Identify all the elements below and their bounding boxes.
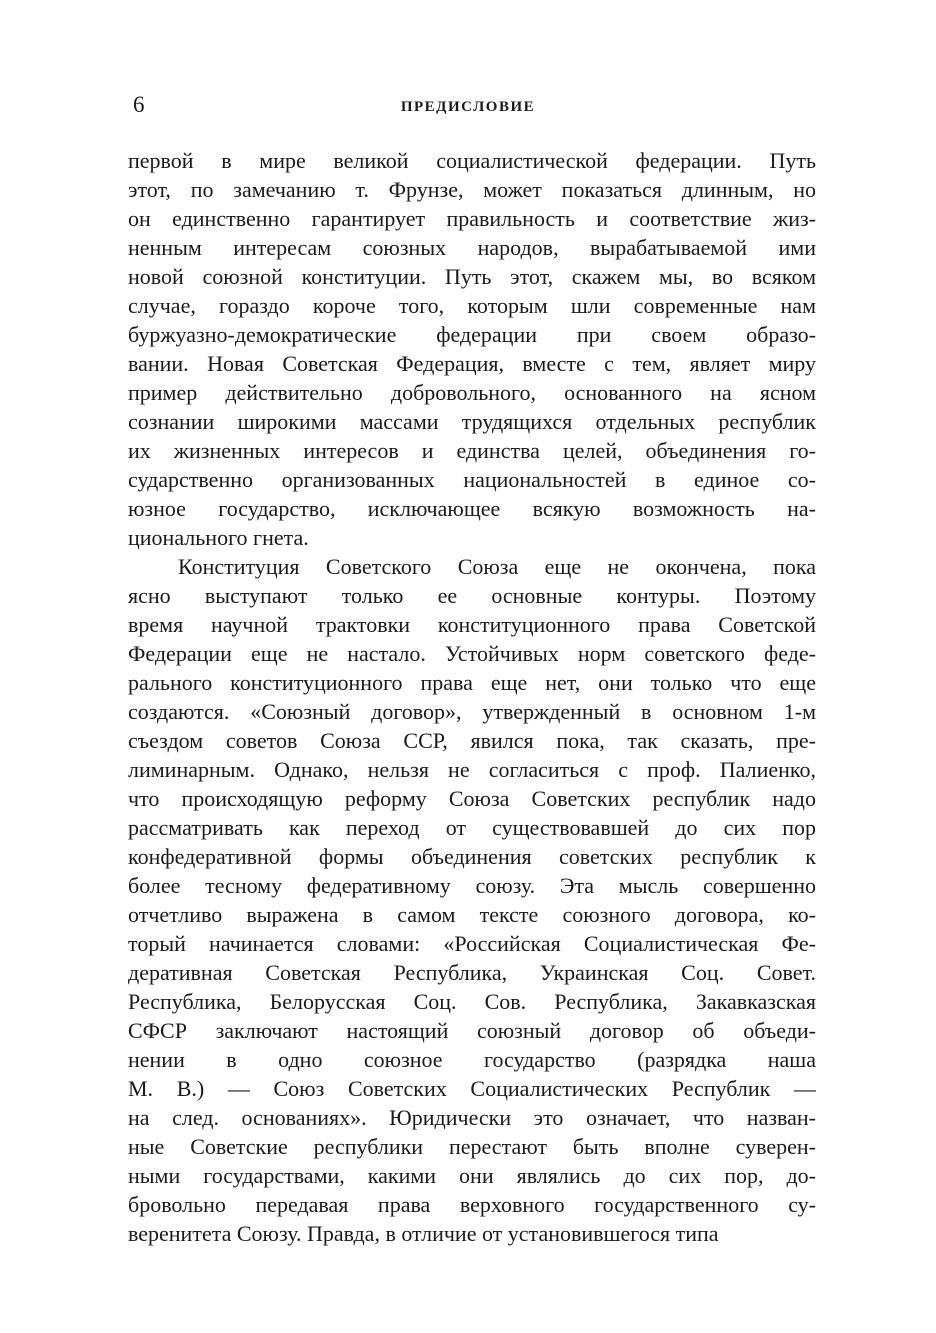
running-title: ПРЕДИСЛОВИЕ xyxy=(400,99,536,115)
text-line: бровольно передавая права верховного государственного су- xyxy=(128,1192,816,1217)
text-line: первой в мире великой социалистической федерации. Путь xyxy=(128,148,816,173)
text-line: их жизненных интересов и единства целей, объединения го- xyxy=(128,438,816,463)
text-line: съездом советов Союза ССР, явился пока, так сказать, пре- xyxy=(128,728,816,753)
text-line: М. В.) — Союз Советских Социалистических Республик — xyxy=(128,1076,816,1101)
text-line: вании. Новая Советская Федерация, вместе с тем, являет миру xyxy=(128,351,816,376)
text-line: случае, гораздо короче того, которым шли современные нам xyxy=(128,293,816,318)
text-line: Конституция Советского Союза еще не окончена, пока xyxy=(178,554,816,579)
paragraph xyxy=(128,146,816,552)
text-line: лиминарным. Однако, нельзя не согласиться с проф. Палиенко, xyxy=(128,757,816,782)
text-line: сударственно организованных национальностей в единое со- xyxy=(128,467,816,492)
text-line: время научной трактовки конституционного права Советской xyxy=(128,612,816,637)
text-line: ные Советские республики перестают быть вполне суверен- xyxy=(128,1134,816,1159)
page-number: 6 xyxy=(133,92,145,117)
text-line: он единственно гарантирует правильность и соответствие жиз- xyxy=(128,206,816,231)
text-line: юзное государство, исключающее всякую возможность на- xyxy=(128,496,816,521)
text-line: более тесному федеративному союзу. Эта мысль совершенно xyxy=(128,873,816,898)
text-line: конфедеративной формы объединения советских республик к xyxy=(128,844,816,869)
text-line: сознании широкими массами трудящихся отдельных республик xyxy=(128,409,816,434)
text-line: Республика, Белорусская Соц. Сов. Республика, Закавказская xyxy=(128,989,816,1014)
text-line: ненным интересам союзных народов, вырабатываемой ими xyxy=(128,235,816,260)
text-line: Федерации еще не настало. Устойчивых норм советского феде- xyxy=(128,641,816,666)
text-line: пример действительно добровольного, основанного на ясном xyxy=(128,380,816,405)
text-line: рассматривать как переход от существовавшей до сих пор xyxy=(128,815,816,840)
text-line: буржуазно-демократические федерации при своем образо- xyxy=(128,322,816,347)
text-line: новой союзной конституции. Путь этот, скажем мы, во всяком xyxy=(128,264,816,289)
text-line: СФСР заключают настоящий союзный договор об объеди- xyxy=(128,1018,816,1043)
text-line: ясно выступают только ее основные контуры. Поэтому xyxy=(128,583,816,608)
text-line: ными государствами, какими они являлись до сих пор, до- xyxy=(128,1163,816,1188)
text-line: этот, по замечанию т. Фрунзе, может показаться длинным, но xyxy=(128,177,816,202)
text-line: рального конституционного права еще нет, они только что еще xyxy=(128,670,816,695)
text-line: торый начинается словами: «Российская Социалистическая Фе- xyxy=(128,931,816,956)
text-line: нении в одно союзное государство (разрядка наша xyxy=(128,1047,816,1072)
text-line: деративная Советская Республика, Украинская Соц. Совет. xyxy=(128,960,816,985)
body-text xyxy=(128,146,816,1248)
text-line: ционального гнета. xyxy=(128,525,309,550)
text-line: веренитета Союзу. Правда, в отличие от установившегося типа xyxy=(128,1221,719,1246)
text-line: на след. основаниях». Юридически это означает, что назван- xyxy=(128,1105,816,1130)
text-line: создаются. «Союзный договор», утвержденный в основном 1-м xyxy=(128,699,816,724)
text-line: что происходящую реформу Союза Советских республик надо xyxy=(128,786,816,811)
paragraph xyxy=(128,552,816,1248)
text-line: отчетливо выражена в самом тексте союзного договора, ко- xyxy=(128,902,816,927)
